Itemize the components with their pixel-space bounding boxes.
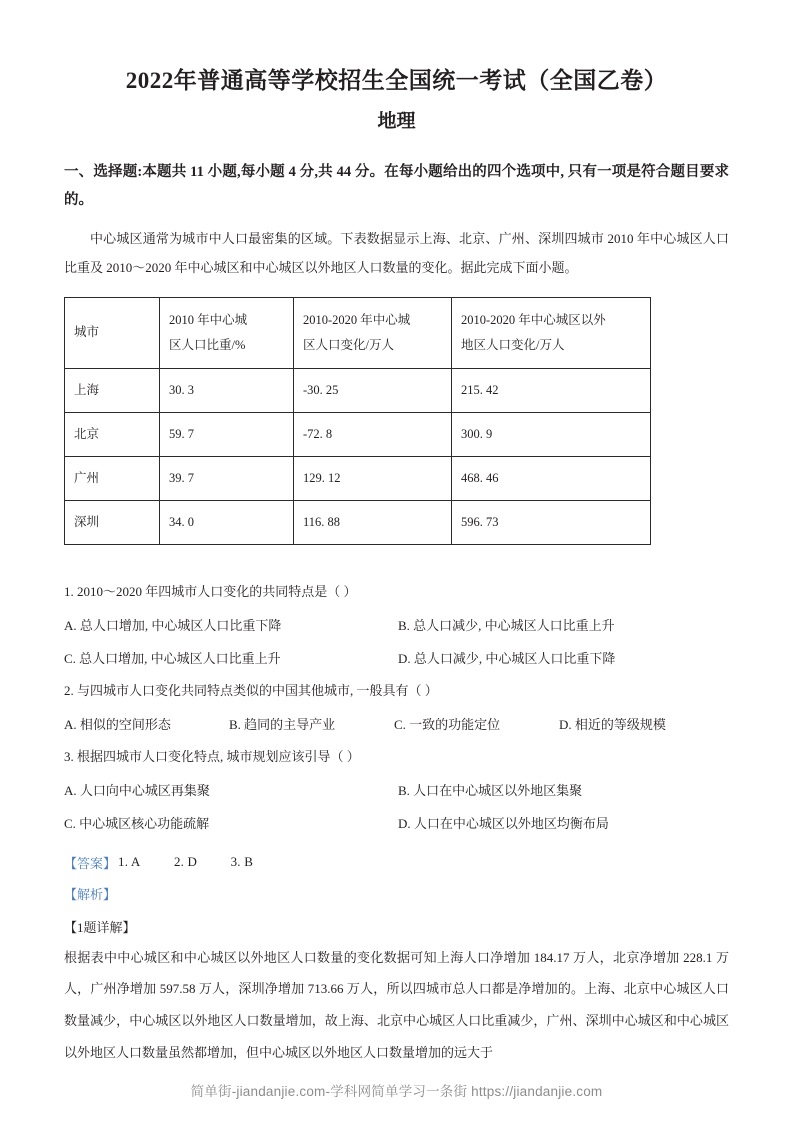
question-1-option-c[interactable]: C. 总人口增加, 中心城区人口比重上升 [64, 650, 281, 666]
page-subtitle: 地理 [377, 110, 416, 132]
cell-outer-change: 300. 9 [452, 412, 651, 456]
question-3-option-a[interactable]: A. 人口向中心城区再集聚 [64, 782, 210, 798]
question-3-stem: 3. 根据四城市人口变化特点, 城市规划应该引导（ ） [64, 748, 360, 764]
table-row [65, 412, 651, 456]
question-1-stem: 1. 2010～2020 年四城市人口变化的共同特点是（ ） [64, 583, 357, 599]
population-table [64, 297, 651, 545]
table-header-outer-change-line2: 地区人口变化/万人 [461, 337, 565, 352]
questions-list [64, 545, 729, 839]
question-1-options-row-1 [64, 608, 729, 641]
table-row [65, 500, 651, 544]
cell-share-2010: 59. 7 [160, 412, 294, 456]
question-3-options-row-2 [64, 806, 729, 839]
question-3 [64, 740, 729, 839]
cell-core-change: 129. 12 [294, 456, 452, 500]
table-header-core-change-line1: 2010-2020 年中心城 [303, 313, 411, 328]
analysis-tag: 【解析】 [64, 886, 117, 902]
question-3-option-d[interactable]: D. 人口在中心城区以外地区均衡布局 [398, 815, 609, 831]
population-table-wrapper [64, 283, 729, 545]
question-2-option-d[interactable]: D. 相近的等级规模 [559, 716, 666, 732]
answer-item-3: 3. B [230, 854, 254, 870]
table-header-outer-change [452, 297, 651, 368]
answer-analysis-section [64, 839, 729, 1069]
question-2-stem: 2. 与四城市人口变化共同特点类似的中国其他城市, 一般具有（ ） [64, 682, 438, 698]
question-2-option-a[interactable]: A. 相似的空间形态 [64, 716, 171, 732]
cell-city: 深圳 [65, 500, 160, 544]
cell-core-change: 116. 88 [294, 500, 452, 544]
question-1-options-row-2 [64, 641, 729, 674]
question-3-options-row-1 [64, 773, 729, 806]
cell-outer-change: 215. 42 [452, 368, 651, 412]
answer-values [118, 854, 253, 870]
detail-body: 根据表中中心城区和中心城区以外地区人口数量的变化数据可知上海人口净增加 184.17 万人，北京净增加 228.1 万人，广州净增加 597.58 万人，深圳净增加 713.66 万人，所以四城市总人口都是净增加的。上海、北京中心城区人口数量减少，中心城区以外地区人口数量增加，故上海、北京中心城区人口比重减少，广州、深圳中心城区和中心城区以外地区人口数量虽然都增加，但中心城区以外地区人口数量增加的远大于 [64, 949, 729, 1061]
table-header [65, 297, 651, 368]
question-3-option-c[interactable]: C. 中心城区核心功能疏解 [64, 815, 210, 831]
cell-core-change: -72. 8 [294, 412, 452, 456]
table-row [65, 456, 651, 500]
question-1-option-b[interactable]: B. 总人口减少, 中心城区人口比重上升 [398, 617, 615, 633]
question-1-option-d[interactable]: D. 总人口减少, 中心城区人口比重下降 [398, 650, 616, 666]
question-1 [64, 575, 729, 674]
cell-city: 广州 [65, 456, 160, 500]
detail-heading: 【1题详解】 [64, 919, 136, 935]
answer-tag: 【答案】 [64, 855, 117, 871]
question-1-option-a[interactable]: A. 总人口增加, 中心城区人口比重下降 [64, 617, 282, 633]
cell-city: 上海 [65, 368, 160, 412]
answer-item-1: 1. A [118, 854, 141, 870]
table-header-row [65, 297, 651, 368]
table-body [65, 368, 651, 544]
page-title: 2022年普通高等学校招生全国统一考试（全国乙卷） [125, 68, 668, 93]
table-header-share-2010 [160, 297, 294, 368]
section-heading: 一、选择题:本题共 11 小题,每小题 4 分,共 44 分。在每小题给出的四个选项中, 只有一项是符合题目要求的。 [64, 163, 729, 208]
table-header-share-2010-line2: 区人口比重/% [169, 337, 246, 352]
cell-outer-change: 596. 73 [452, 500, 651, 544]
table-header-city-line1: 城市 [74, 325, 100, 340]
question-2-options-row-1 [64, 707, 729, 740]
table-header-outer-change-line1: 2010-2020 年中心城区以外 [461, 313, 606, 328]
table-header-city [65, 297, 160, 368]
analysis-line [64, 878, 729, 909]
answer-line [64, 847, 729, 878]
question-group-stem: 中心城区通常为城市中人口最密集的区域。下表数据显示上海、北京、广州、深圳四城市 2010 年中心城区人口比重及 2010～2020 年中心城区和中心城区以外地区人口数量的变化。据此完成下面小题。 [64, 231, 729, 276]
table-row [65, 368, 651, 412]
cell-outer-change: 468. 46 [452, 456, 651, 500]
question-2 [64, 674, 729, 740]
cell-city: 北京 [65, 412, 160, 456]
table-header-core-change [294, 297, 452, 368]
question-2-option-c[interactable]: C. 一致的功能定位 [394, 716, 501, 732]
table-header-core-change-line2: 区人口变化/万人 [303, 337, 394, 352]
question-2-option-b[interactable]: B. 趋同的主导产业 [229, 716, 336, 732]
cell-core-change: -30. 25 [294, 368, 452, 412]
cell-share-2010: 34. 0 [160, 500, 294, 544]
question-3-option-b[interactable]: B. 人口在中心城区以外地区集聚 [398, 782, 583, 798]
cell-share-2010: 39. 7 [160, 456, 294, 500]
footer-watermark: 简单街-jiandanjie.com-学科网简单学习一条街 https://jiandanjie.com [190, 1084, 603, 1099]
answer-item-2: 2. D [173, 854, 198, 870]
table-header-share-2010-line1: 2010 年中心城 [169, 313, 248, 328]
cell-share-2010: 30. 3 [160, 368, 294, 412]
